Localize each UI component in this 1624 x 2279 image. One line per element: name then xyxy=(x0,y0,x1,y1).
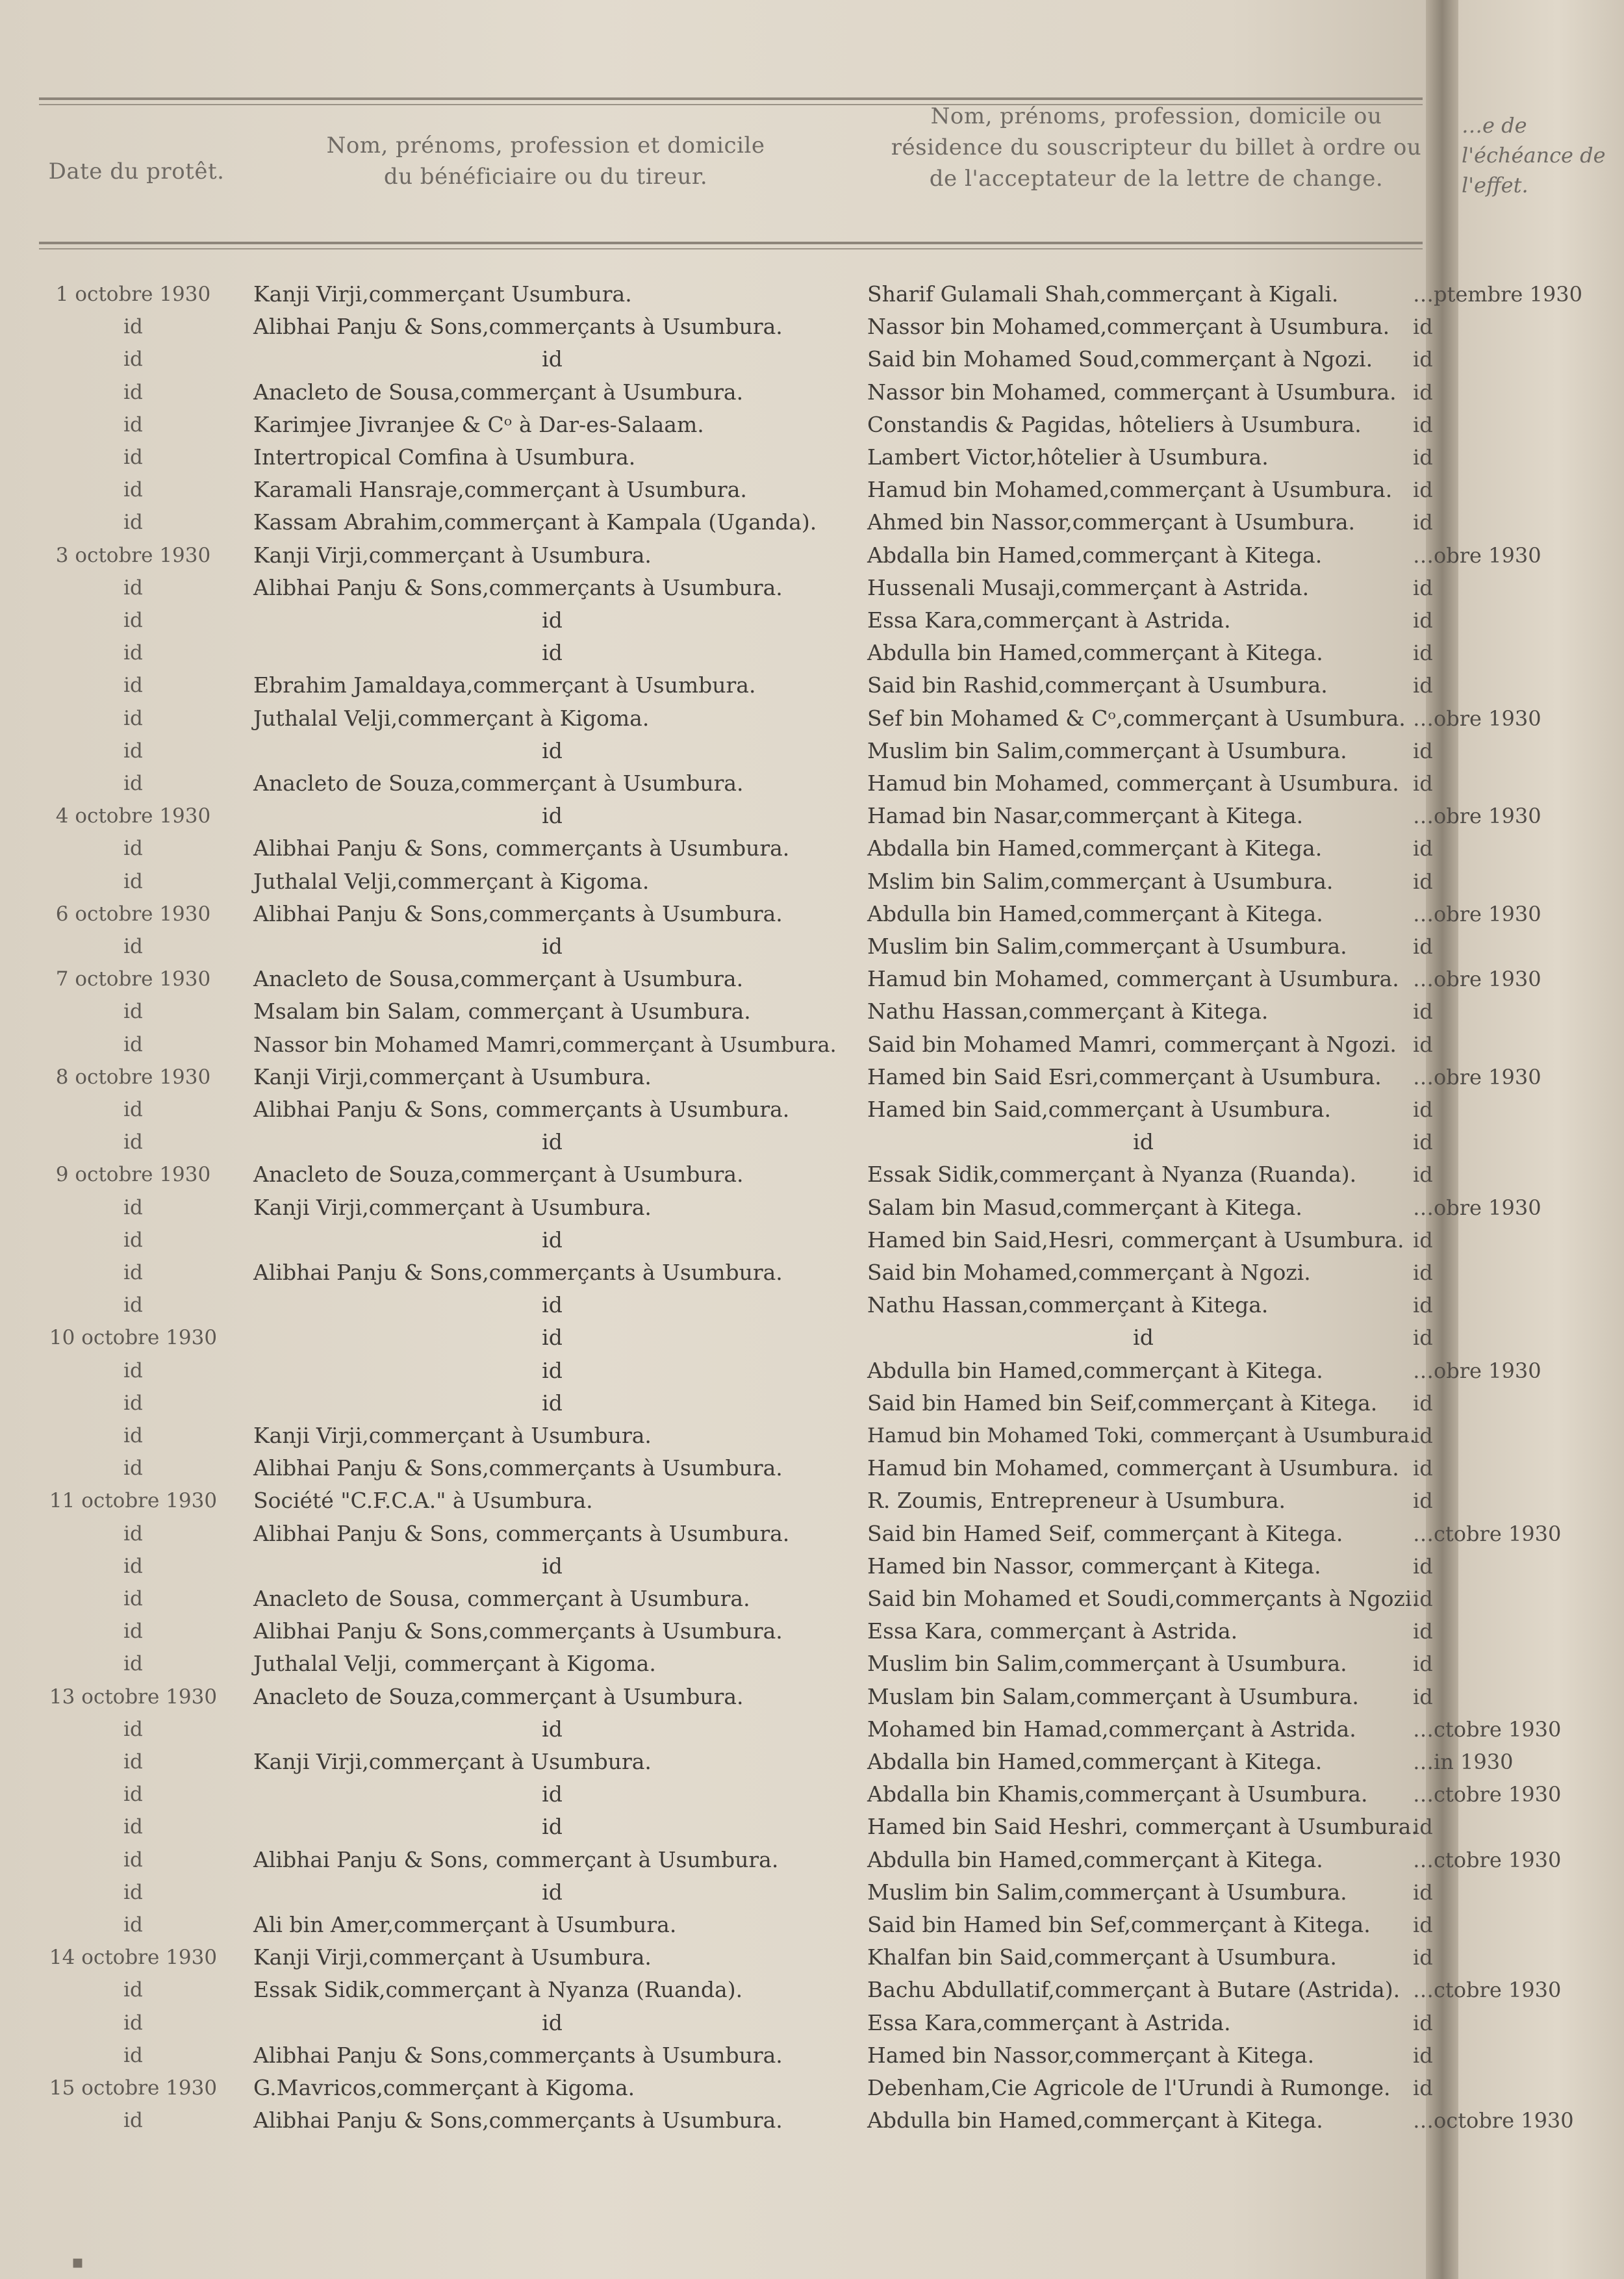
row-subscriber: Essak Sidik,commerçant à Nyanza (Ruanda). xyxy=(867,1162,1357,1187)
row-due-date: id xyxy=(1413,1162,1433,1187)
row-date: id xyxy=(123,935,143,958)
row-beneficiary: Alibhai Panju & Sons, commerçant à Usumbura. xyxy=(253,1847,779,1872)
row-beneficiary: id xyxy=(542,1227,563,1253)
row-due-date: …ctobre 1930 xyxy=(1413,1521,1562,1546)
row-date: id xyxy=(123,1522,143,1546)
row-due-date: …in 1930 xyxy=(1413,1750,1514,1774)
row-subscriber: Nathu Hassan,commerçant à Kitega. xyxy=(867,1292,1269,1318)
row-subscriber: Abdulla bin Hamed,commerçant à Kitega. xyxy=(867,1847,1323,1872)
row-subscriber: Abdulla bin Hamed,commerçant à Kitega. xyxy=(867,640,1323,665)
row-beneficiary: Anacleto de Souza,commerçant à Usumbura. xyxy=(253,1162,744,1187)
row-date: id xyxy=(123,2044,143,2067)
table-row xyxy=(0,1845,1624,1875)
row-due-date: id xyxy=(1413,1488,1433,1513)
row-subscriber: Abdulla bin Hamed,commerçant à Kitega. xyxy=(867,1358,1323,1383)
row-subscriber: Hamud bin Mohamed, commerçant à Usumbura. xyxy=(867,1455,1399,1481)
row-subscriber: Abdalla bin Hamed,commerçant à Kitega. xyxy=(867,542,1323,568)
row-subscriber: Nassor bin Mohamed,commerçant à Usumbura. xyxy=(867,314,1390,339)
row-subscriber: Hamud bin Mohamed, commerçant à Usumbura. xyxy=(867,770,1399,796)
row-due-date: id xyxy=(1413,1913,1433,1937)
row-due-date: …obre 1930 xyxy=(1413,1358,1542,1383)
table-row xyxy=(0,1649,1624,1679)
row-beneficiary: id xyxy=(542,607,563,633)
row-beneficiary: Alibhai Panju & Sons,commerçants à Usumbura. xyxy=(253,575,783,600)
row-beneficiary: Alibhai Panju & Sons, commerçants à Usumbura. xyxy=(253,1521,790,1546)
row-date: 15 octobre 1930 xyxy=(49,2076,218,2100)
row-date: 7 octobre 1930 xyxy=(55,967,211,991)
row-date: id xyxy=(123,511,143,534)
table-row xyxy=(0,410,1624,440)
header-due-date: …e de l'échéance de l'effet. xyxy=(1462,113,1606,197)
row-date: id xyxy=(123,1881,143,1904)
row-due-date: id xyxy=(1413,2011,1433,2035)
row-date: id xyxy=(123,1718,143,1741)
row-date: id xyxy=(123,1033,143,1056)
table-row xyxy=(0,1225,1624,1255)
row-due-date: id xyxy=(1413,413,1433,437)
row-subscriber: Abdalla bin Hamed,commerçant à Kitega. xyxy=(867,835,1323,861)
row-beneficiary: Alibhai Panju & Sons,commerçants à Usumbura. xyxy=(253,901,783,926)
row-due-date: id xyxy=(1413,869,1433,894)
row-beneficiary: Kanji Virji,commerçant à Usumbura. xyxy=(253,1195,652,1220)
table-row xyxy=(0,1584,1624,1614)
row-beneficiary: id xyxy=(542,1129,563,1154)
row-due-date: id xyxy=(1413,1293,1433,1318)
row-subscriber: Sharif Gulamali Shah,commerçant à Kigali. xyxy=(867,281,1339,307)
row-due-date: id xyxy=(1413,1097,1433,1122)
row-due-date: id xyxy=(1413,1685,1433,1709)
row-due-date: …obre 1930 xyxy=(1413,706,1542,731)
row-date: id xyxy=(123,1359,143,1382)
table-row xyxy=(0,279,1624,309)
row-due-date: id xyxy=(1413,771,1433,796)
table-row xyxy=(0,932,1624,961)
row-due-date: id xyxy=(1413,1554,1433,1579)
row-due-date: …obre 1930 xyxy=(1413,902,1542,926)
table-row xyxy=(0,704,1624,733)
row-due-date: …obre 1930 xyxy=(1413,543,1542,568)
table-row xyxy=(0,475,1624,505)
row-date: 10 octobre 1930 xyxy=(49,1326,218,1349)
row-date: 11 octobre 1930 xyxy=(49,1489,218,1512)
row-beneficiary: id xyxy=(542,738,563,763)
row-subscriber: Hamed bin Nassor, commerçant à Kitega. xyxy=(867,1553,1321,1579)
row-beneficiary: id xyxy=(542,1292,563,1318)
row-beneficiary: Kanji Virji,commerçant à Usumbura. xyxy=(253,1423,652,1448)
row-due-date: …octobre 1930 xyxy=(1413,2108,1574,2133)
table-row xyxy=(0,1714,1624,1744)
row-subscriber: Hamud bin Mohamed,commerçant à Usumbura. xyxy=(867,477,1393,502)
table-row xyxy=(0,1942,1624,1972)
table-row xyxy=(0,1551,1624,1581)
row-due-date: id xyxy=(1413,477,1433,502)
row-date: id xyxy=(123,1098,143,1121)
table-row xyxy=(0,377,1624,407)
table-row xyxy=(0,344,1624,374)
table-row xyxy=(0,867,1624,897)
row-subscriber: Said bin Rashid,commerçant à Usumbura. xyxy=(867,672,1328,698)
header-rule-inner xyxy=(39,248,1423,249)
row-due-date: id xyxy=(1413,1260,1433,1285)
row-date: id xyxy=(123,739,143,763)
row-date: id xyxy=(123,609,143,632)
row-beneficiary: Nassor bin Mohamed Mamri,commerçant à Usumbura. xyxy=(253,1032,837,1057)
row-subscriber: Muslim bin Salim,commerçant à Usumbura. xyxy=(867,934,1347,959)
page-corner-mark: ▪ xyxy=(71,2251,84,2273)
row-date: 13 octobre 1930 xyxy=(49,1685,218,1709)
row-date: id xyxy=(123,1392,143,1415)
row-beneficiary: G.Mavricos,commerçant à Kigoma. xyxy=(253,2075,635,2100)
table-row xyxy=(0,312,1624,342)
row-beneficiary: id xyxy=(542,1553,563,1579)
row-beneficiary: Ali bin Amer,commerçant à Usumbura. xyxy=(253,1912,677,1937)
row-due-date: id xyxy=(1413,314,1433,339)
row-due-date: id xyxy=(1413,1456,1433,1481)
row-due-date: id xyxy=(1413,1651,1433,1676)
table-row xyxy=(0,442,1624,472)
row-due-date: id xyxy=(1413,673,1433,698)
table-row xyxy=(0,541,1624,570)
row-beneficiary: Intertropical Comfina à Usumbura. xyxy=(253,444,636,470)
row-date: id xyxy=(123,1587,143,1611)
row-date: id xyxy=(123,1815,143,1839)
row-beneficiary: id xyxy=(542,1879,563,1905)
row-due-date: id xyxy=(1413,1228,1433,1253)
row-beneficiary: Alibhai Panju & Sons,commerçants à Usumbura. xyxy=(253,2107,783,2133)
row-date: id xyxy=(123,1293,143,1317)
row-beneficiary: Karamali Hansraje,commerçant à Usumbura. xyxy=(253,477,747,502)
row-date: id xyxy=(123,1620,143,1643)
row-beneficiary: Anacleto de Souza,commerçant à Usumbura. xyxy=(253,1684,744,1709)
row-due-date: id xyxy=(1413,576,1433,600)
row-due-date: …obre 1930 xyxy=(1413,804,1542,828)
header-date: Date du protêt. xyxy=(48,159,225,185)
table-row xyxy=(0,1682,1624,1712)
row-date: id xyxy=(123,446,143,469)
row-subscriber: Said bin Hamed bin Sef,commerçant à Kitega. xyxy=(867,1912,1371,1937)
row-subscriber: Abdalla bin Hamed,commerçant à Kitega. xyxy=(867,1749,1323,1774)
row-beneficiary: Msalam bin Salam, commerçant à Usumbura. xyxy=(253,999,751,1024)
row-date: id xyxy=(123,413,143,437)
row-date: 3 octobre 1930 xyxy=(55,544,211,567)
table-row xyxy=(0,2008,1624,2038)
row-beneficiary: Kanji Virji,commerçant à Usumbura. xyxy=(253,1749,652,1774)
table-row xyxy=(0,964,1624,994)
row-date: id xyxy=(123,1457,143,1480)
row-beneficiary: id xyxy=(542,1358,563,1383)
row-due-date: id xyxy=(1413,1945,1433,1970)
row-date: id xyxy=(123,1196,143,1219)
row-subscriber: Hussenali Musaji,commerçant à Astrida. xyxy=(867,575,1310,600)
row-date: 4 octobre 1930 xyxy=(55,804,211,828)
row-beneficiary: id xyxy=(542,1390,563,1416)
row-due-date: id xyxy=(1413,1423,1433,1448)
row-subscriber: Debenham,Cie Agricole de l'Urundi à Rumonge. xyxy=(867,2075,1391,2100)
row-date: id xyxy=(123,674,143,697)
row-subscriber: Mohamed bin Hamad,commerçant à Astrida. xyxy=(867,1716,1356,1742)
row-beneficiary: Kanji Virji,commerçant à Usumbura. xyxy=(253,542,652,568)
row-subscriber: Bachu Abdullatif,commerçant à Butare (Astrida). xyxy=(867,1977,1401,2002)
row-due-date: id xyxy=(1413,739,1433,763)
row-subscriber: R. Zoumis, Entrepreneur à Usumbura. xyxy=(867,1488,1286,1513)
row-due-date: id xyxy=(1413,999,1433,1024)
row-subscriber: Hamed bin Said,commerçant à Usumbura. xyxy=(867,1097,1331,1122)
table-row xyxy=(0,1779,1624,1809)
row-subscriber: Said bin Hamed bin Seif,commerçant à Kitega. xyxy=(867,1390,1378,1416)
row-date: id xyxy=(123,1652,143,1675)
row-beneficiary: Alibhai Panju & Sons,commerçants à Usumbura. xyxy=(253,314,783,339)
row-date: id xyxy=(123,1229,143,1252)
row-date: id xyxy=(123,707,143,730)
row-beneficiary: id xyxy=(542,1781,563,1807)
row-subscriber: Lambert Victor,hôtelier à Usumbura. xyxy=(867,444,1269,470)
row-date: id xyxy=(123,1750,143,1774)
table-row xyxy=(0,1062,1624,1092)
row-due-date: id xyxy=(1413,934,1433,959)
row-due-date: …ctobre 1930 xyxy=(1413,1717,1562,1742)
row-beneficiary: Anacleto de Souza,commerçant à Usumbura. xyxy=(253,770,744,796)
row-subscriber: Muslim bin Salim,commerçant à Usumbura. xyxy=(867,738,1347,763)
table-row xyxy=(0,605,1624,635)
row-beneficiary: id xyxy=(542,640,563,665)
table-row xyxy=(0,1323,1624,1353)
row-beneficiary: id xyxy=(542,346,563,372)
row-beneficiary: Karimjee Jivranjee & Cᵒ à Dar-es-Salaam. xyxy=(253,412,704,437)
table-row xyxy=(0,2073,1624,2103)
row-beneficiary: Juthalal Velji,commerçant à Kigoma. xyxy=(253,706,650,731)
table-row xyxy=(0,1812,1624,1842)
table-row xyxy=(0,1258,1624,1288)
row-subscriber: id xyxy=(1133,1129,1154,1154)
row-subscriber: Hamed bin Said Esri,commerçant à Usumbura. xyxy=(867,1064,1382,1089)
table-row xyxy=(0,1421,1624,1451)
row-due-date: id xyxy=(1413,2076,1433,2100)
table-row xyxy=(0,1910,1624,1940)
header-rule xyxy=(39,242,1423,244)
row-beneficiary: Société "C.F.C.A." à Usumbura. xyxy=(253,1488,593,1513)
row-date: id xyxy=(123,381,143,404)
row-beneficiary: Anacleto de Sousa,commerçant à Usumbura. xyxy=(253,966,744,991)
row-due-date: id xyxy=(1413,2043,1433,2068)
row-date: id xyxy=(123,348,143,371)
row-beneficiary: Kanji Virji,commerçant à Usumbura. xyxy=(253,1064,652,1089)
row-subscriber: Nathu Hassan,commerçant à Kitega. xyxy=(867,999,1269,1024)
table-row xyxy=(0,1388,1624,1418)
row-subscriber: Constandis & Pagidas, hôteliers à Usumbura. xyxy=(867,412,1362,437)
row-due-date: id xyxy=(1413,1814,1433,1839)
row-subscriber: Mslim bin Salim,commerçant à Usumbura. xyxy=(867,869,1334,894)
row-subscriber: Said bin Mohamed Soud,commerçant à Ngozi. xyxy=(867,346,1373,372)
row-date: id xyxy=(123,1555,143,1578)
table-row xyxy=(0,670,1624,700)
row-beneficiary: id xyxy=(542,1325,563,1350)
row-due-date: id xyxy=(1413,510,1433,535)
table-row xyxy=(0,736,1624,766)
row-subscriber: Khalfan bin Said,commerçant à Usumbura. xyxy=(867,1944,1337,1970)
row-subscriber: Muslam bin Salam,commerçant à Usumbura. xyxy=(867,1684,1359,1709)
table-row xyxy=(0,2106,1624,2135)
table-row xyxy=(0,1290,1624,1320)
row-date: id xyxy=(123,2011,143,2035)
table-row xyxy=(0,1127,1624,1157)
row-beneficiary: id xyxy=(542,934,563,959)
row-date: 14 octobre 1930 xyxy=(49,1946,218,1969)
row-subscriber: Abdalla bin Khamis,commerçant à Usumbura. xyxy=(867,1781,1368,1807)
row-beneficiary: Alibhai Panju & Sons,commerçants à Usumbura. xyxy=(253,1260,783,1285)
row-subscriber: Said bin Mohamed et Soudi,commerçants à Ngozi. xyxy=(867,1586,1419,1611)
row-subscriber: Said bin Mohamed Mamri, commerçant à Ngozi. xyxy=(867,1032,1397,1057)
row-due-date: id xyxy=(1413,1391,1433,1416)
table-row xyxy=(0,834,1624,863)
row-due-date: id xyxy=(1413,836,1433,861)
row-due-date: id xyxy=(1413,608,1433,633)
table-row xyxy=(0,507,1624,537)
row-beneficiary: Alibhai Panju & Sons,commerçants à Usumbura. xyxy=(253,1455,783,1481)
row-beneficiary: Kanji Virji,commerçant Usumbura. xyxy=(253,281,632,307)
row-beneficiary: Anacleto de Sousa,commerçant à Usumbura. xyxy=(253,379,744,405)
row-beneficiary: Juthalal Velji, commerçant à Kigoma. xyxy=(253,1651,656,1676)
row-due-date: id xyxy=(1413,1619,1433,1644)
row-date: id xyxy=(123,1978,143,2002)
row-date: id xyxy=(123,1783,143,1806)
row-due-date: id xyxy=(1413,1130,1433,1154)
row-beneficiary: id xyxy=(542,1814,563,1839)
row-due-date: id xyxy=(1413,1325,1433,1350)
table-row xyxy=(0,997,1624,1026)
row-subscriber: Essa Kara, commerçant à Astrida. xyxy=(867,1618,1238,1644)
row-due-date: …ptembre 1930 xyxy=(1413,282,1582,307)
row-beneficiary: Kassam Abrahim,commerçant à Kampala (Uganda). xyxy=(253,509,817,535)
row-beneficiary: Essak Sidik,commerçant à Nyanza (Ruanda). xyxy=(253,1977,743,2002)
row-subscriber: Hamed bin Nassor,commerçant à Kitega. xyxy=(867,2043,1315,2068)
row-date: id xyxy=(123,1261,143,1284)
row-date: id xyxy=(123,772,143,795)
row-date: id xyxy=(123,1848,143,1872)
row-subscriber: Hamud bin Mohamed, commerçant à Usumbura. xyxy=(867,966,1399,991)
row-subscriber: Abdulla bin Hamed,commerçant à Kitega. xyxy=(867,2107,1323,2133)
row-due-date: id xyxy=(1413,380,1433,405)
table-row xyxy=(0,769,1624,798)
table-row xyxy=(0,801,1624,831)
table-row xyxy=(0,1616,1624,1646)
row-due-date: …ctobre 1930 xyxy=(1413,1978,1562,2002)
row-date: id xyxy=(123,837,143,860)
row-due-date: id xyxy=(1413,641,1433,665)
row-beneficiary: Juthalal Velji,commerçant à Kigoma. xyxy=(253,869,650,894)
row-beneficiary: id xyxy=(542,2010,563,2035)
row-subscriber: Essa Kara,commerçant à Astrida. xyxy=(867,607,1231,633)
row-beneficiary: Alibhai Panju & Sons,commerçants à Usumbura. xyxy=(253,1618,783,1644)
row-due-date: id xyxy=(1413,347,1433,372)
row-subscriber: Abdulla bin Hamed,commerçant à Kitega. xyxy=(867,901,1323,926)
row-due-date: …obre 1930 xyxy=(1413,1195,1542,1220)
row-date: id xyxy=(123,315,143,338)
table-row xyxy=(0,1095,1624,1125)
row-subscriber: Ahmed bin Nassor,commerçant à Usumbura. xyxy=(867,509,1356,535)
table-row xyxy=(0,1878,1624,1907)
table-row xyxy=(0,1519,1624,1549)
table-row xyxy=(0,899,1624,929)
row-date: id xyxy=(123,641,143,665)
row-date: id xyxy=(123,1130,143,1154)
row-subscriber: Hamed bin Said,Hesri, commerçant à Usumbura. xyxy=(867,1227,1404,1253)
row-subscriber: Sef bin Mohamed & Cᵒ,commerçant à Usumbura. xyxy=(867,706,1406,731)
row-due-date: id xyxy=(1413,445,1433,470)
row-date: id xyxy=(123,576,143,600)
table-row xyxy=(0,1747,1624,1777)
row-date: id xyxy=(123,870,143,893)
row-subscriber: Hamed bin Said Heshri, commerçant à Usumbura. xyxy=(867,1814,1418,1839)
row-date: 6 octobre 1930 xyxy=(55,902,211,926)
row-date: id xyxy=(123,1000,143,1023)
table-row xyxy=(0,1193,1624,1223)
row-subscriber: Said bin Mohamed,commerçant à Ngozi. xyxy=(867,1260,1311,1285)
row-beneficiary: Ebrahim Jamaldaya,commerçant à Usumbura. xyxy=(253,672,756,698)
row-due-date: id xyxy=(1413,1032,1433,1057)
row-date: id xyxy=(123,2109,143,2132)
table-row xyxy=(0,1453,1624,1483)
row-subscriber: Hamad bin Nasar,commerçant à Kitega. xyxy=(867,803,1304,828)
row-beneficiary: Alibhai Panju & Sons, commerçants à Usumbura. xyxy=(253,835,790,861)
row-subscriber: Nassor bin Mohamed, commerçant à Usumbura. xyxy=(867,379,1397,405)
row-date: id xyxy=(123,1913,143,1937)
table-row xyxy=(0,1160,1624,1190)
table-row xyxy=(0,573,1624,603)
row-date: 9 octobre 1930 xyxy=(55,1163,211,1186)
row-beneficiary: id xyxy=(542,1716,563,1742)
row-subscriber: Salam bin Masud,commerçant à Kitega. xyxy=(867,1195,1302,1220)
table-row xyxy=(0,1030,1624,1060)
row-due-date: …ctobre 1930 xyxy=(1413,1782,1562,1807)
row-subscriber: Hamud bin Mohamed Toki, commerçant à Usumbura. xyxy=(867,1424,1416,1447)
table-row xyxy=(0,1356,1624,1386)
table-row xyxy=(0,638,1624,668)
row-subscriber: Muslim bin Salim,commerçant à Usumbura. xyxy=(867,1879,1347,1905)
table-row xyxy=(0,2041,1624,2070)
row-subscriber: Muslim bin Salim,commerçant à Usumbura. xyxy=(867,1651,1347,1676)
row-date: id xyxy=(123,478,143,502)
row-due-date: …obre 1930 xyxy=(1413,1065,1542,1089)
row-beneficiary: Alibhai Panju & Sons, commerçants à Usumbura. xyxy=(253,1097,790,1122)
row-subscriber: Essa Kara,commerçant à Astrida. xyxy=(867,2010,1231,2035)
row-due-date: …obre 1930 xyxy=(1413,967,1542,991)
row-due-date: id xyxy=(1413,1880,1433,1905)
row-beneficiary: id xyxy=(542,803,563,828)
row-beneficiary: Anacleto de Sousa, commerçant à Usumbura. xyxy=(253,1586,750,1611)
row-due-date: id xyxy=(1413,1586,1433,1611)
row-subscriber: id xyxy=(1133,1325,1154,1350)
row-date: 8 octobre 1930 xyxy=(55,1065,211,1089)
top-rule xyxy=(39,97,1423,100)
row-subscriber: Said bin Hamed Seif, commerçant à Kitega. xyxy=(867,1521,1343,1546)
row-beneficiary: Kanji Virji,commerçant à Usumbura. xyxy=(253,1944,652,1970)
row-date: id xyxy=(123,1424,143,1447)
row-date: 1 octobre 1930 xyxy=(55,283,211,306)
header-subscriber: Nom, prénoms, profession, domicile ou résidence du souscripteur du billet à ordre ou de l'acceptateur de la lettre de change. xyxy=(891,103,1422,192)
table-row xyxy=(0,1486,1624,1516)
table-row xyxy=(0,1975,1624,2005)
header-beneficiary: Nom, prénoms, profession et domicile du bénéficiaire ou du tireur. xyxy=(326,133,765,190)
row-beneficiary: Alibhai Panju & Sons,commerçants à Usumbura. xyxy=(253,2043,783,2068)
row-due-date: …ctobre 1930 xyxy=(1413,1848,1562,1872)
